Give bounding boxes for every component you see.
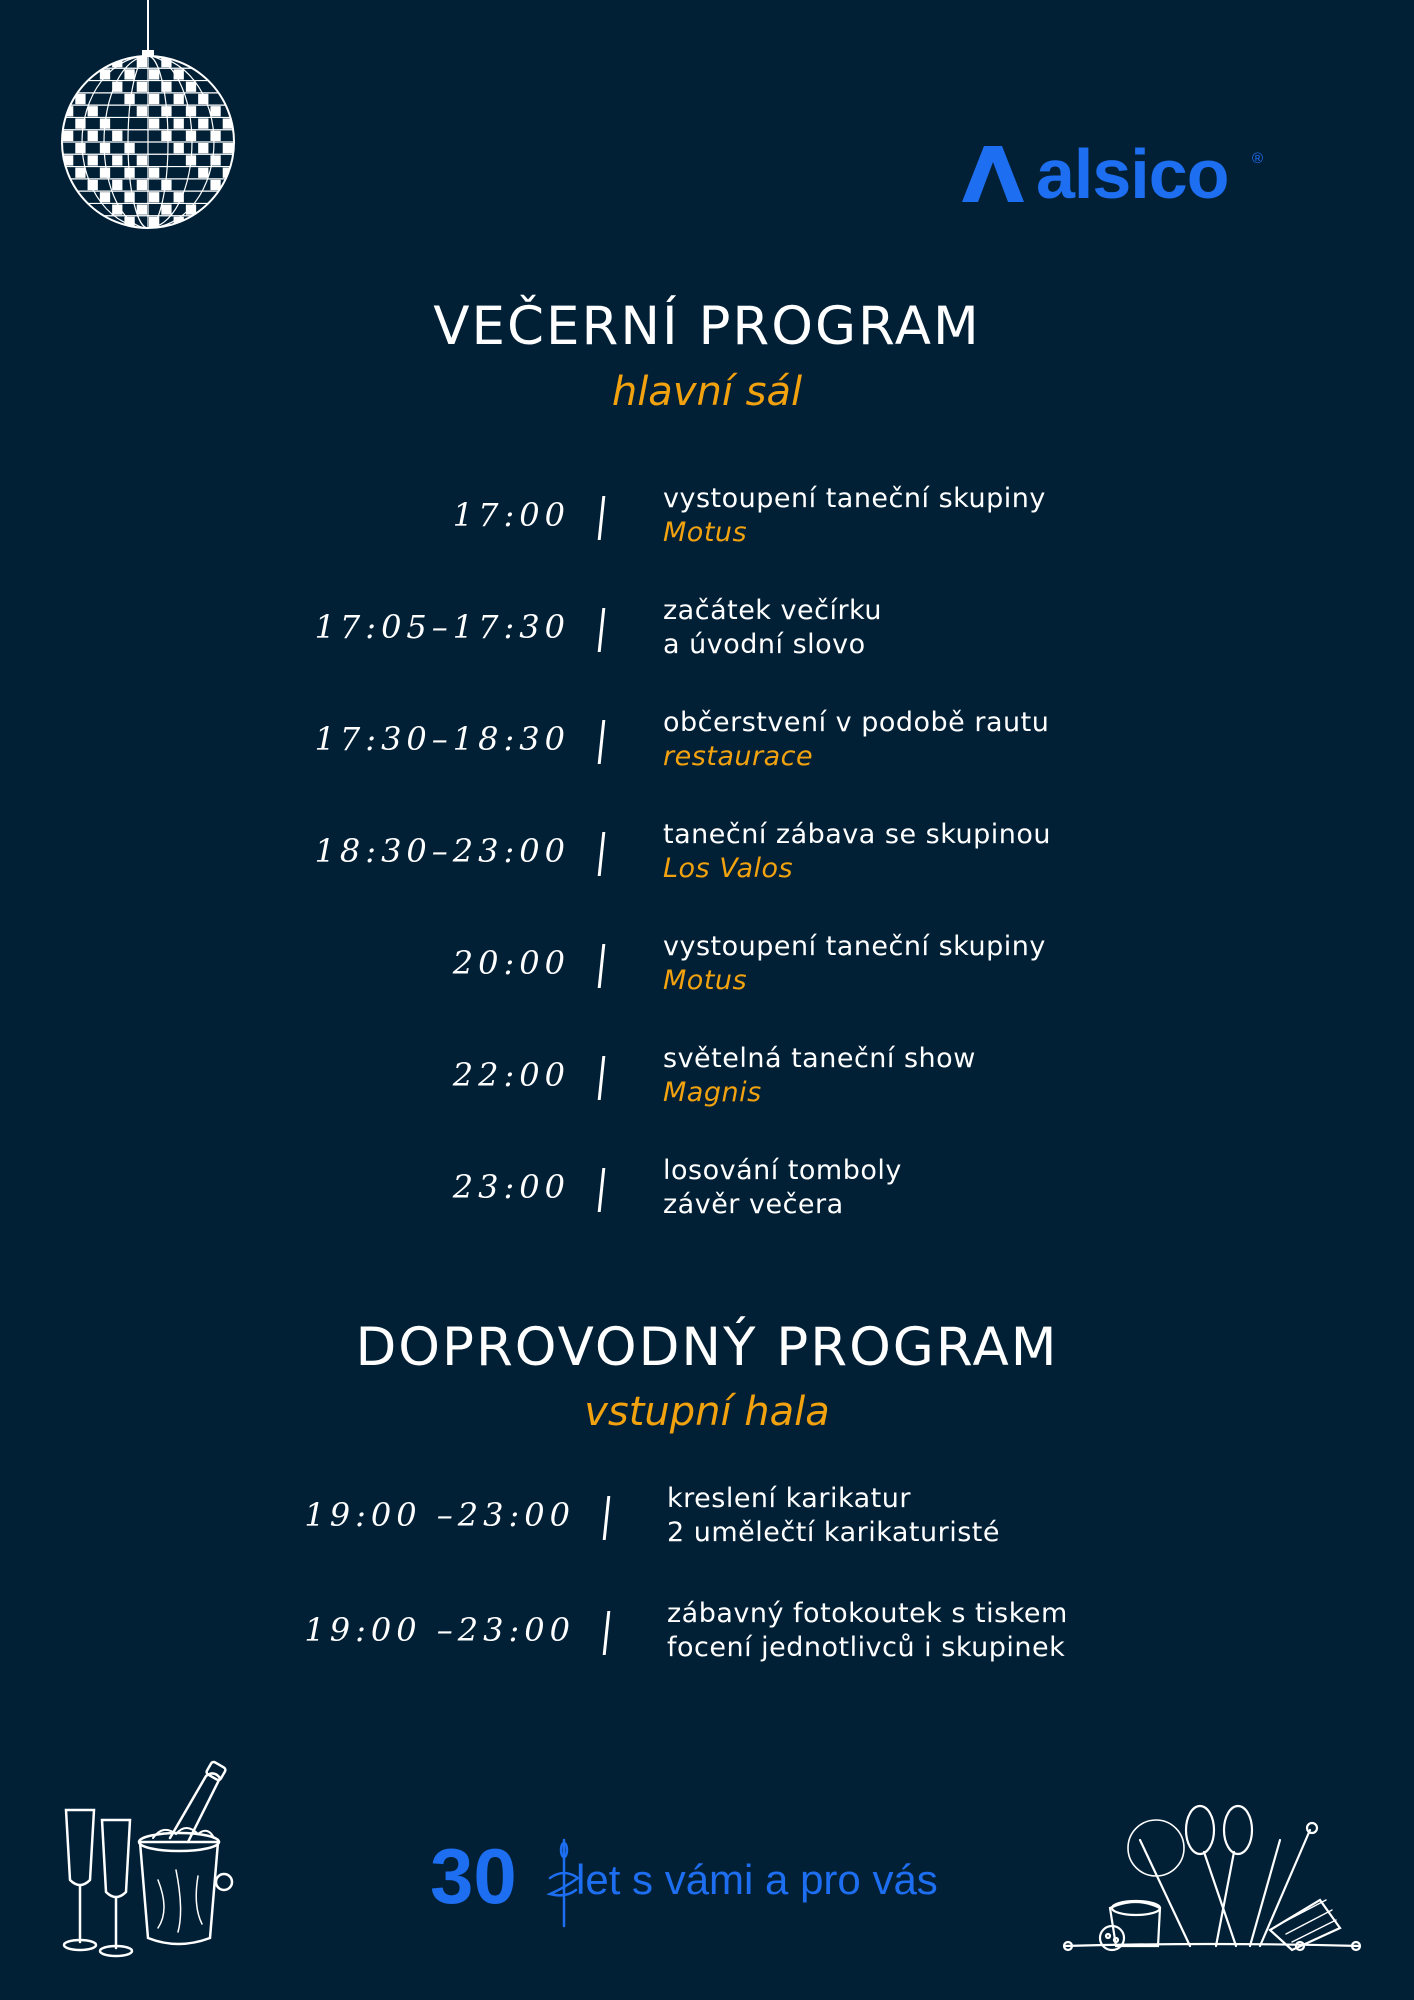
schedule-description	[663, 594, 882, 662]
disco-tile	[137, 180, 147, 190]
disco-tile	[210, 57, 220, 67]
separator-bar	[598, 608, 606, 652]
alsico-logo	[958, 135, 1278, 213]
disco-tile	[223, 143, 233, 153]
disco-tile	[100, 143, 110, 153]
disco-tile	[198, 168, 208, 178]
disco-tile	[149, 94, 159, 104]
schedule-time: 19:00 –23:00	[304, 1496, 575, 1534]
schedule-time: 23:00	[452, 1168, 570, 1206]
disco-tile	[186, 106, 196, 116]
description-line-1: vystoupení taneční skupiny	[663, 931, 1046, 962]
alsico-chevron-icon	[958, 140, 1028, 210]
performer-name: Magnis	[663, 1077, 762, 1108]
disco-tile	[149, 69, 159, 79]
disco-tile	[137, 204, 147, 214]
champagne-icon	[58, 1760, 238, 1960]
separator-bar	[598, 496, 606, 540]
sewing-tools-icon	[1060, 1800, 1365, 1960]
disco-tile	[137, 106, 147, 116]
description-line-2: 2 umělečtí karikaturisté	[667, 1517, 1000, 1548]
disco-tile	[210, 106, 220, 116]
disco-ball-icon	[60, 0, 236, 236]
schedule-time: 17:00	[452, 496, 570, 534]
performer-name: Los Valos	[663, 853, 794, 884]
schedule-time: 17:30–18:30	[314, 720, 570, 758]
disco-tile	[186, 204, 196, 214]
disco-tile	[112, 180, 122, 190]
separator-bar	[603, 1611, 611, 1655]
separator-bar	[598, 720, 606, 764]
disco-tile	[174, 143, 184, 153]
performer-name: Motus	[663, 517, 748, 548]
disco-tile	[149, 168, 159, 178]
disco-tile	[210, 131, 220, 141]
disco-tile	[63, 131, 73, 141]
evening-program-title: VEČERNÍ PROGRAM	[433, 296, 981, 357]
disco-tile	[75, 143, 85, 153]
disco-tile	[100, 192, 110, 202]
description-line-2: závěr večera	[663, 1189, 844, 1220]
tagline	[430, 1826, 990, 1926]
description-line-2: a úvodní slovo	[663, 629, 866, 660]
disco-tile	[75, 217, 85, 227]
description-line-1: taneční zábava se skupinou	[663, 819, 1052, 850]
disco-tile	[161, 131, 171, 141]
disco-tile	[124, 69, 134, 79]
disco-tile	[198, 217, 208, 227]
logo-wordmark: alsico	[1036, 135, 1229, 213]
schedule-description	[663, 930, 1046, 998]
schedule-time: 17:05–17:30	[314, 608, 570, 646]
disco-tile	[174, 118, 184, 128]
disco-tile	[124, 143, 134, 153]
disco-tile	[88, 106, 98, 116]
disco-tile	[198, 118, 208, 128]
disco-tile	[112, 155, 122, 165]
description-line-1: zábavný fotokoutek s tiskem	[667, 1598, 1068, 1629]
tagline-text: let s vámi a pro vás	[576, 1856, 938, 1903]
schedule-description	[667, 1597, 1068, 1665]
schedule-description	[663, 818, 1051, 886]
disco-tile	[137, 155, 147, 165]
disco-tile	[198, 143, 208, 153]
disco-tile	[100, 168, 110, 178]
description-line-1: losování tomboly	[663, 1155, 902, 1186]
disco-tile	[210, 180, 220, 190]
registered-mark: ®	[1252, 150, 1264, 167]
accompanying-program-title: DOPROVODNÝ PROGRAM	[355, 1317, 1059, 1378]
schedule-description	[663, 1154, 902, 1222]
description-line-1: kreslení karikatur	[667, 1483, 911, 1514]
disco-tile	[75, 94, 85, 104]
disco-tile	[137, 82, 147, 92]
tagline-number: 30	[430, 1832, 517, 1920]
description-line-2: focení jednotlivců i skupinek	[667, 1632, 1066, 1663]
schedule-description	[663, 706, 1049, 774]
disco-tile	[174, 94, 184, 104]
disco-tile	[88, 131, 98, 141]
separator-bar	[598, 1056, 606, 1100]
disco-tile	[223, 192, 233, 202]
description-line-1: občerstvení v podobě rautu	[663, 707, 1050, 738]
disco-tile	[149, 192, 159, 202]
separator-bar	[598, 944, 606, 988]
schedule-time: 22:00	[452, 1056, 570, 1094]
evening-program-location: hlavní sál	[611, 369, 803, 415]
performer-name: restaurace	[663, 741, 814, 772]
schedule-description	[667, 1482, 1000, 1550]
disco-tile	[88, 57, 98, 67]
separator-bar	[598, 1168, 606, 1212]
performer-name: Motus	[663, 965, 748, 996]
disco-tile	[186, 131, 196, 141]
description-line-1: vystoupení taneční skupiny	[663, 483, 1046, 514]
disco-tile	[161, 204, 171, 214]
disco-tile	[223, 69, 233, 79]
disco-tile	[149, 118, 159, 128]
description-line-1: začátek večírku	[663, 595, 882, 626]
separator-bar	[603, 1496, 611, 1540]
schedule-time: 19:00 –23:00	[304, 1611, 575, 1649]
disco-tile	[63, 82, 73, 92]
schedule-time: 20:00	[452, 944, 570, 982]
disco-tile	[63, 204, 73, 214]
disco-tile	[112, 131, 122, 141]
description-line-1: světelná taneční show	[663, 1043, 976, 1074]
schedule-time: 18:30–23:00	[314, 832, 570, 870]
disco-tile	[186, 82, 196, 92]
disco-tile	[100, 69, 110, 79]
schedule-description	[663, 1042, 976, 1110]
disco-tile	[75, 168, 85, 178]
disco-tile	[88, 155, 98, 165]
accompanying-program-location: vstupní hala	[584, 1389, 830, 1435]
schedule-description	[663, 482, 1046, 550]
separator-bar	[598, 832, 606, 876]
